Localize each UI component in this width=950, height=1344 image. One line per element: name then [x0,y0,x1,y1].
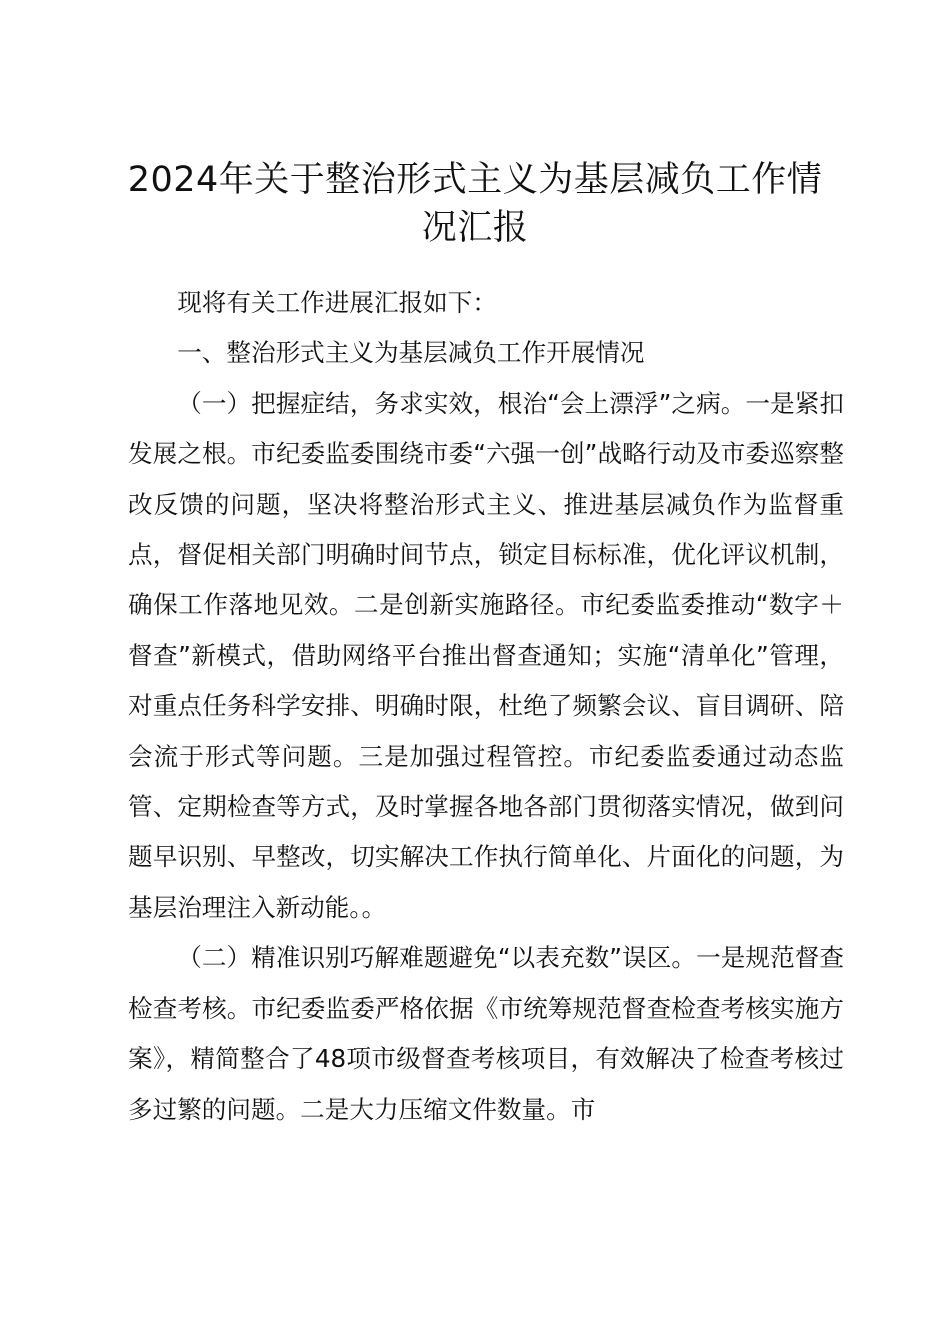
body-paragraph: （一）把握症结，务求实效，根治“会上漂浮”之病。一是紧扣发展之根。市纪委监委围绕市委“六强一创”战略行动及市委巡察整改反馈的问题，坚决将整治形式主义、推进基层减负作为监督重点，督促相关部门明确时间节点，锁定目标标准，优化评议机制，确保工作落地见效。二是创新实施路径。市纪委监委推动“数字＋督查”新模式，借助网络平台推出督查通知；实施“清单化”管理，对重点任务科学安排、明确时限，杜绝了频繁会议、盲目调研、陪会流于形式等问题。三是加强过程管控。市纪委监委通过动态监管、定期检查等方式，及时掌握各地各部门贯彻落实情况，做到问题早识别、早整改，切实解决工作执行简单化、片面化的问题，为基层治理注入新动能。。 [128,388,844,922]
section-heading: 一、整治形式主义为基层减负工作开展情况 [177,338,645,368]
intro-paragraph: 现将有关工作进展汇报如下： [177,288,497,317]
document-title: 2024年关于整治形式主义为基层减负工作情况汇报 [127,160,823,248]
document-body [128,278,844,1135]
body-paragraph: （二）精准识别巧解难题避免“以表充数”误区。一是规范督查检查考核。市纪委监委严格依据《市统筹规范督查检查考核实施方案》，精简整合了48项市级督查考核项目，有效解决了检查考核过多过繁的问题。二是大力压缩文件数量。市 [128,943,844,1124]
